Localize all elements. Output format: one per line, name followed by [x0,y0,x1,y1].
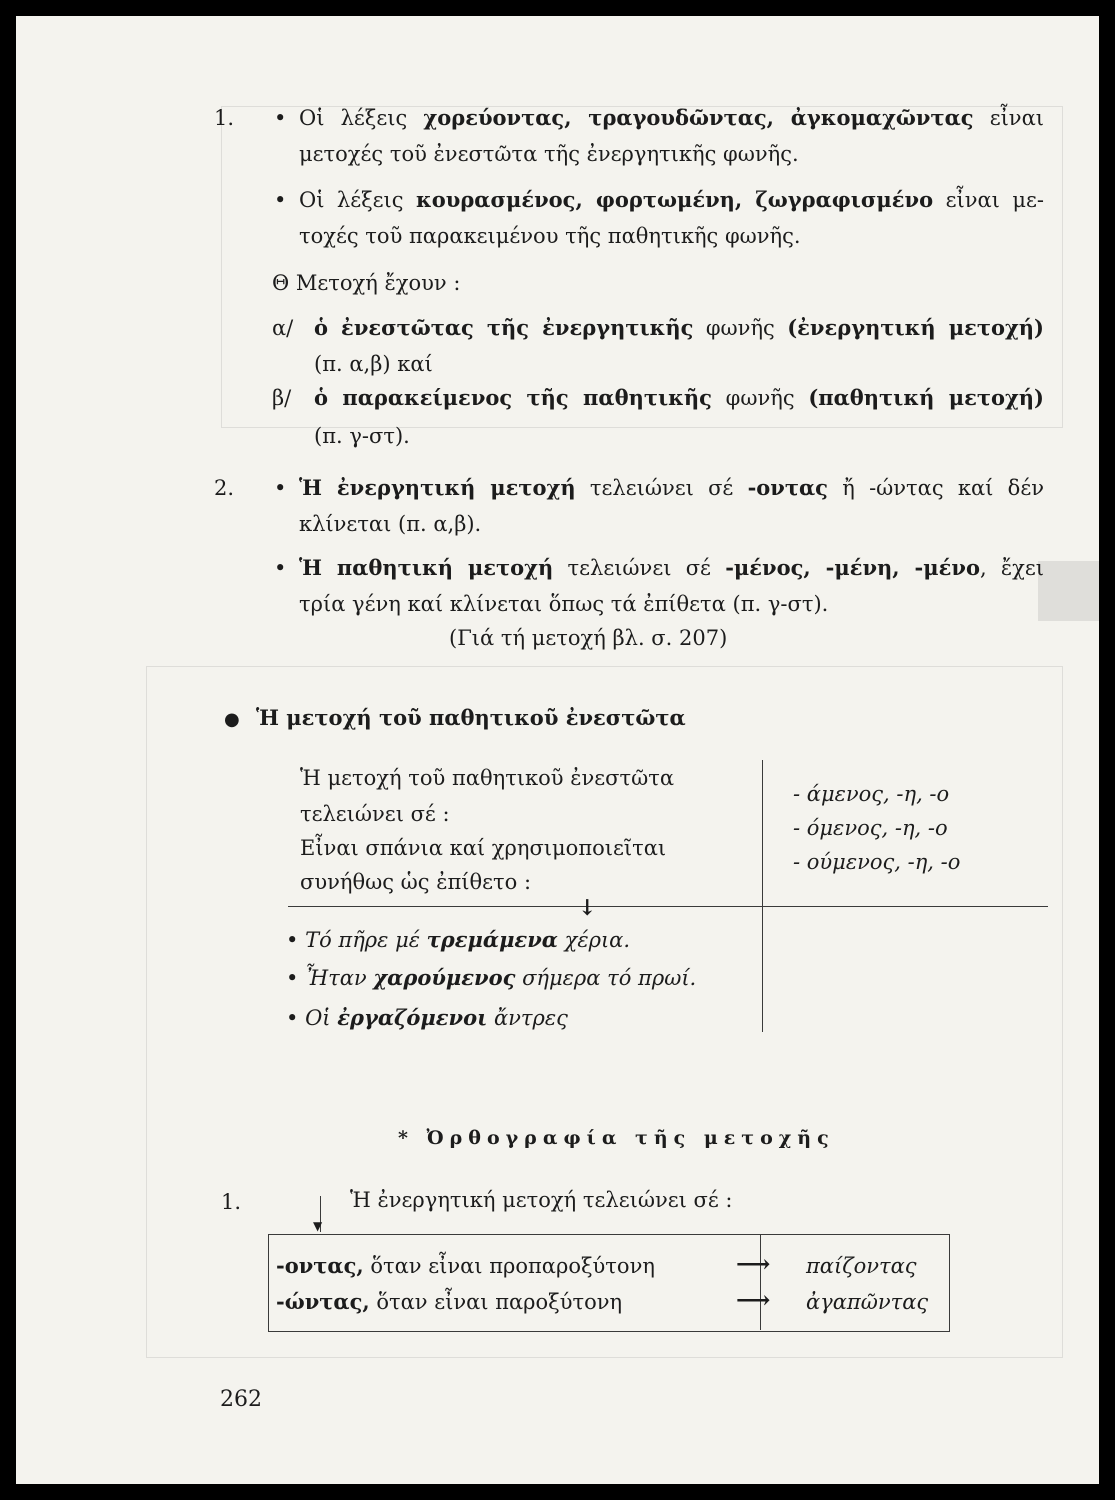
item-b-line-1: ὁ παρακείμενος τῆς παθητικῆς φωνῆς (παθητική μετοχή) [314,385,1044,410]
section-1-paragraph-1-line-1: Οἱ λέξεις χορεύοντας, τραγουδῶντας, ἀγκομαχῶντας εἶναι [299,105,1044,130]
section-2-paragraph-1-line-2: κλίνεται (π. α,β). [299,512,482,536]
section-1-bullet-2: • [274,188,287,212]
ending-oumenos: - ούμενος, -η, -ο [793,850,961,874]
example-1: • Τό πῆρε μέ τρεμάμενα χέρια. [286,927,631,952]
present-passive-title: Ἡ μετοχή τοῦ παθητικοῦ ἐνεστῶτα [256,705,686,730]
example-3: • Οἱ ἐργαζόμενοι ἄντρες [286,1005,568,1030]
page-number: 262 [220,1387,262,1412]
section-1-paragraph-1-line-2: μετοχές τοῦ ἐνεστῶτα τῆς ἐνεργητικῆς φωνῆς. [299,142,799,166]
rule-row-1: -οντας, ὅταν εἶναι προπαροξύτονη [276,1253,655,1278]
section-1-bullet-1: • [274,106,287,130]
section-1-number: 1. [214,106,235,130]
rule-row-2: -ώντας, ὅταν εἶναι παροξύτονη [276,1289,623,1314]
example-2: • Ἦταν χαρούμενος σήμερα τό πρωί. [286,965,697,990]
cross-reference: (Γιά τή μετοχή βλ. σ. 207) [449,626,728,650]
section-2-number: 2. [214,476,235,500]
section-1-paragraph-2-line-1: Οἱ λέξεις κουρασμένος, φορτωμένη, ζωγραφισμένο εἶναι με- [299,187,1044,212]
present-passive-desc-line-1: Ἡ μετοχή τοῦ παθητικοῦ ἐνεστῶτα [300,766,675,790]
bleed-through-tab [1038,561,1099,621]
rule-row-2-arrow-icon: ⟶ [736,1285,771,1314]
bracket-arrow-icon: ▼ [313,1219,323,1233]
section-2-paragraph-2-line-2: τρία γένη καί κλίνεται ὅπως τά ἐπίθετα (π. γ-στ). [299,592,829,616]
section-2-bullet-2: • [274,556,287,580]
present-passive-desc-line-3: Εἶναι σπάνια καί χρησιμοποιεῖται [300,836,667,860]
section-2-paragraph-1-line-1: Ἡ ἐνεργητική μετοχή τελειώνει σέ -οντας ἤ -ώντας καί δέν [299,475,1044,500]
orthography-intro: Ἡ ἐνεργητική μετοχή τελειώνει σέ : [350,1188,733,1212]
orthography-number: 1. [221,1190,242,1214]
item-a-label: α/ [272,316,294,340]
rule-row-1-example: παίζοντας [806,1254,917,1278]
item-b-line-2: (π. γ-στ). [314,424,410,448]
book-page [16,16,1099,1484]
down-arrow-icon: ↓ [578,895,597,921]
item-a-line-1: ὁ ἐνεστῶτας τῆς ἐνεργητικῆς φωνῆς (ἐνεργητική μετοχή) [314,315,1044,340]
present-passive-bullet: ● [224,709,240,730]
item-b-label: β/ [272,386,292,410]
orthography-heading: * Ὀρθογραφία τῆς μετοχῆς [398,1127,835,1149]
item-a-line-2: (π. α,β) καί [314,352,433,376]
rule-row-1-arrow-icon: ⟶ [736,1249,771,1278]
section-2-bullet-1: • [274,476,287,500]
present-passive-desc-line-2: τελειώνει σέ : [300,802,450,826]
table-horizontal-divider [288,906,1048,907]
section-1-paragraph-2-line-2: τοχές τοῦ παρακειμένου τῆς παθητικῆς φωνῆς. [299,224,801,248]
present-passive-desc-line-4: συνήθως ὡς ἐπίθετο : [300,870,532,894]
rule-row-2-example: ἀγαπῶντας [806,1290,929,1314]
section-2-paragraph-2-line-1: Ἡ παθητική μετοχή τελειώνει σέ -μένος, -μένη, -μένο, ἔχει [299,555,1044,580]
ending-omenos: - όμενος, -η, -ο [793,816,948,840]
ending-amenos: - άμενος, -η, -ο [793,782,950,806]
rule-box [268,1234,950,1332]
table-vertical-divider [762,760,763,1032]
section-1-participle-types: Θ Μετοχή ἔχουν : [272,271,461,295]
